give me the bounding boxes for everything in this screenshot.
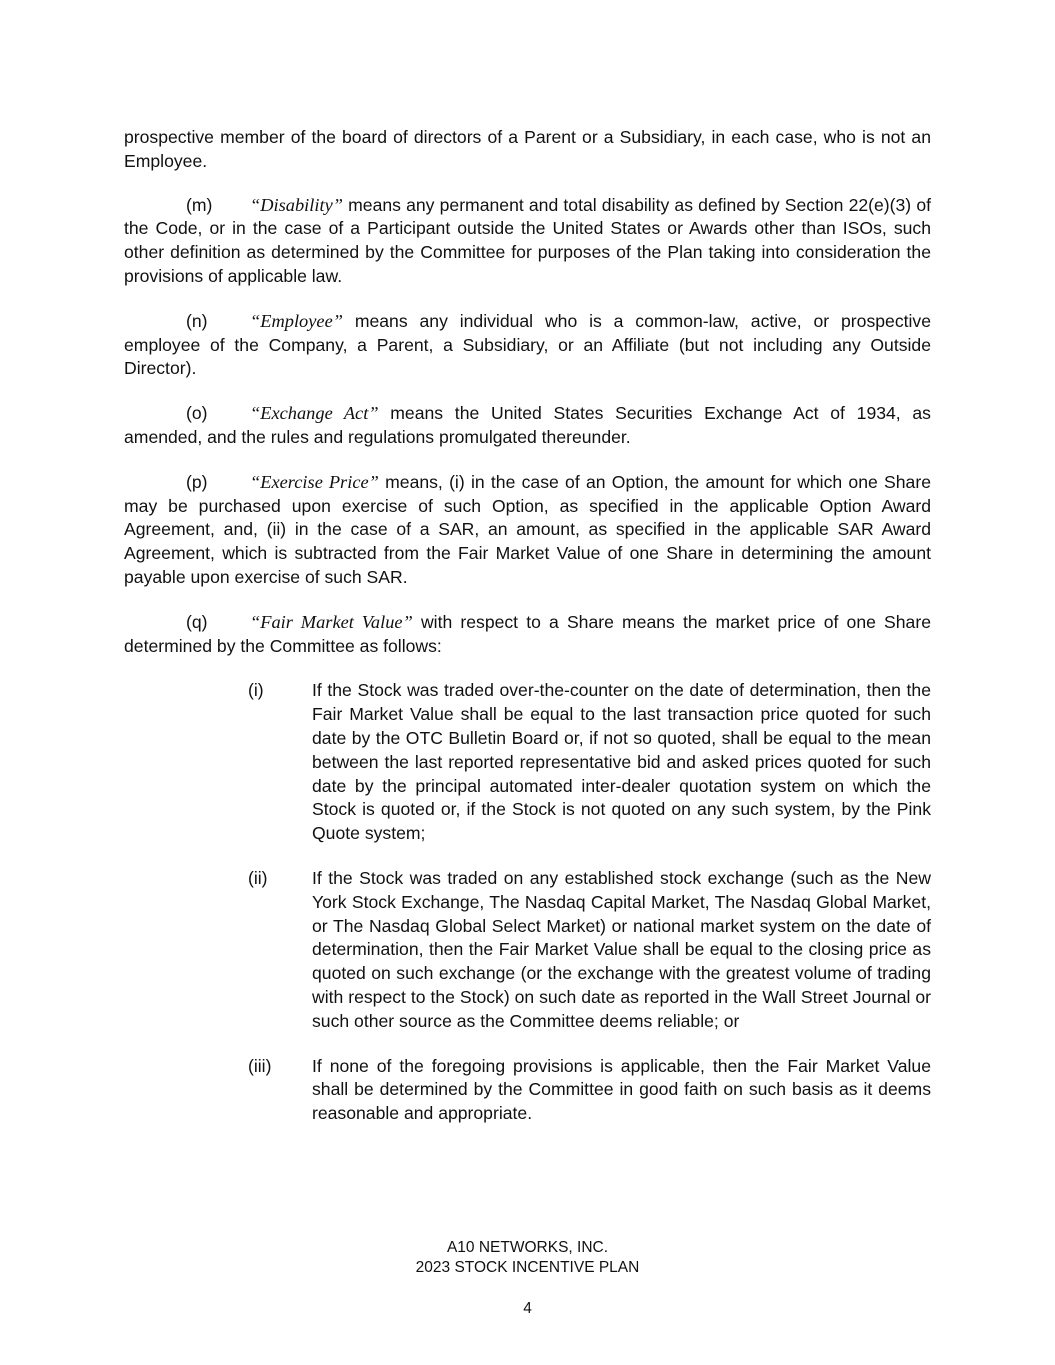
subitem-label: (i): [248, 680, 264, 701]
definition-q: [124, 611, 931, 659]
footer-company: A10 NETWORKS, INC.: [446, 1239, 609, 1256]
definition-text: with respect to a Share means the market price of one Share determined by the Committee as follows:: [124, 611, 931, 656]
footer-plan: 2023 STOCK INCENTIVE PLAN: [415, 1259, 640, 1276]
subitem-ii: [248, 867, 931, 1034]
definition-p: [124, 471, 931, 590]
definition-text: means any individual who is a common-law, active, or prospective employee of the Company, a Parent, a Subsidiary, or an Affiliate (but not including any Outside Director).: [124, 310, 931, 379]
subitem-text: If the Stock was traded over-the-counter on the date of determination, then the Fair Market Value shall be equal to the last transaction price quoted for such date by the OTC Bulletin Board or, if not so quoted, shall be equal to the mean between the last reported representative bid and asked prices quoted for such date by the principal automated inter-dealer quotation system on which the Stock is quoted or, if the Stock is not quoted on any such system, by the Pink Quote system;: [312, 680, 931, 844]
page-number: 4: [523, 1300, 532, 1317]
continuation-paragraph: prospective member of the board of directors of a Parent or a Subsidiary, in each case, who is not an Employee.: [124, 127, 931, 171]
subitem-text: If the Stock was traded on any established stock exchange (such as the New York Stock Exchange, The Nasdaq Capital Market, The Nasdaq Global Market, or The Nasdaq Global Select Market) or national market system on the date of determination, then the Fair Market Value shall be equal to the closing price as quoted on such exchange (or the exchange with the greatest volume of trading with respect to the Stock) on such date as reported in the Wall Street Journal or such other source as the Committee deems reliable; or: [312, 867, 931, 1031]
definition-text: means, (i) in the case of an Option, the amount for which one Share may be purchased upon exercise of such Option, as specified in the applicable Option Award Agreement, and, (ii) in the case of a SAR, an amount, as specified in the applicable SAR Award Agreement, which is subtracted from the Fair Market Value of one Share in determining the amount payable upon exercise of such SAR.: [124, 471, 931, 587]
subitem-label: (ii): [248, 867, 268, 888]
definition-label: (p): [186, 471, 208, 492]
document-body: [124, 126, 931, 1147]
definition-m: [124, 194, 931, 289]
subitem-i: [248, 679, 931, 846]
definition-text: means any permanent and total disability as defined by Section 22(e)(3) of the Code, or in the case of a Participant outside the United States or Awards other than ISOs, such other definition as determined by the Committee for purposes of the Plan taking into consideration the provisions of applicable law.: [124, 194, 931, 286]
definition-label: (n): [186, 310, 208, 331]
definition-o: [124, 402, 931, 450]
definition-text: means the United States Securities Exchange Act of 1934, as amended, and the rules and regulations promulgated thereunder.: [124, 403, 931, 447]
subitem-iii: [248, 1055, 931, 1126]
subitem-text: If none of the foregoing provisions is applicable, then the Fair Market Value shall be determined by the Committee in good faith on such basis as it deems reasonable and appropriate.: [312, 1055, 931, 1124]
page-footer: [0, 1238, 1055, 1278]
defined-term: “Exercise Price”: [250, 471, 379, 492]
defined-term: “Disability”: [250, 194, 343, 215]
defined-term: “Employee”: [250, 310, 343, 331]
definition-n: [124, 310, 931, 381]
defined-term: “Fair Market Value”: [250, 611, 413, 632]
subitem-label: (iii): [248, 1055, 272, 1076]
definition-label: (m): [186, 194, 213, 215]
definition-label: (q): [186, 611, 208, 632]
definition-label: (o): [186, 403, 208, 424]
defined-term: “Exchange Act”: [250, 403, 379, 424]
